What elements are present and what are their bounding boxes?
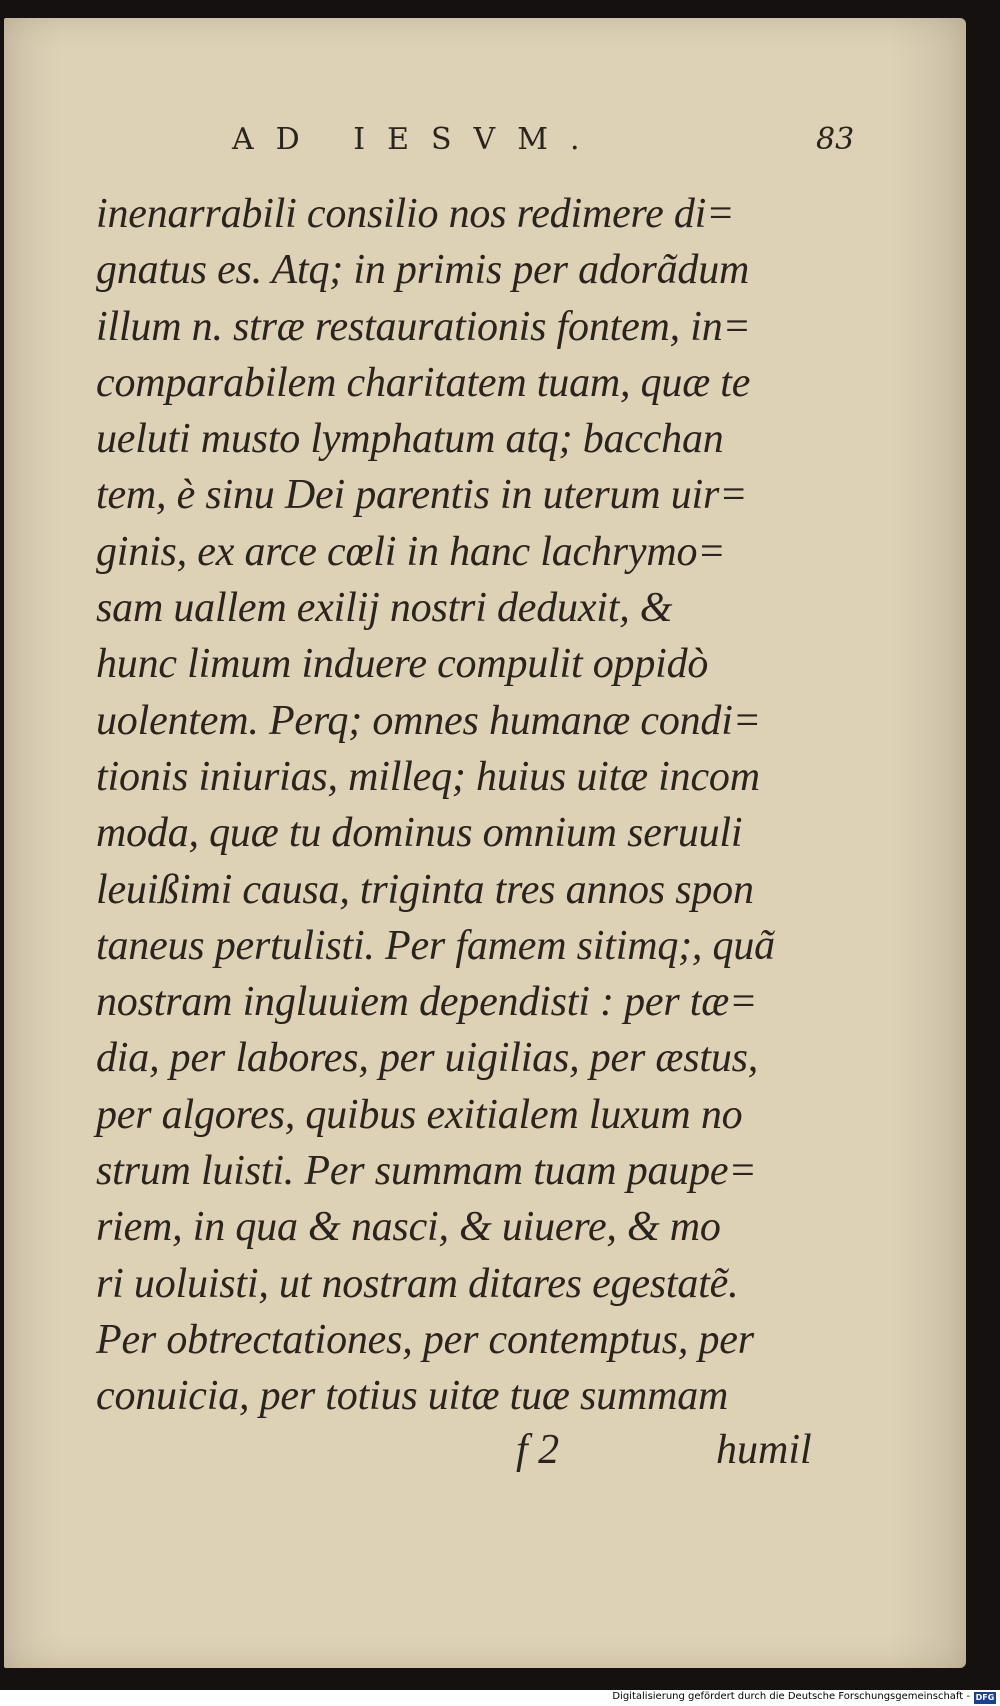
text-line: hunc limum induere compulit oppidò <box>96 641 709 688</box>
text-line: illum n. stræ restaurationis fontem, in= <box>96 303 751 350</box>
text-line: ginis, ex arce cœli in hanc lachrymo= <box>96 528 726 575</box>
page-number: 83 <box>816 122 855 157</box>
text-line: nostram ingluuiem dependisti : per tæ= <box>96 979 758 1026</box>
page-foot <box>4 1426 966 1486</box>
text-line: moda, quæ tu dominus omnium seruuli <box>96 810 743 857</box>
text-line: sam uallem exilij nostri deduxit, & <box>96 585 673 632</box>
funding-credit: Digitalisierung gefördert durch die Deutsche Forschungsgemeinschaft - <box>612 1691 970 1702</box>
text-line: leuißimi causa, triginta tres annos spon <box>96 866 754 913</box>
text-line: tionis iniurias, milleq; huius uitæ incom <box>96 753 760 800</box>
text-line: strum luisti. Per summam tuam paupe= <box>96 1148 757 1195</box>
signature-mark: f 2 <box>516 1427 560 1473</box>
text-line: ueluti musto lymphatum atq; bacchan <box>96 416 724 463</box>
text-line: conuicia, per totius uitæ tuæ summam <box>96 1373 729 1420</box>
text-line: taneus pertulisti. Per famem sitimq;, quã <box>96 922 775 969</box>
text-line: Per obtrectationes, per contemptus, per <box>96 1316 754 1363</box>
text-line: riem, in qua & nasci, & uiuere, & mo <box>96 1204 721 1251</box>
text-block <box>96 186 826 1425</box>
text-line: per algores, quibus exitialem luxum no <box>96 1091 743 1138</box>
text-line: tem, è sinu Dei parentis in uterum uir= <box>96 472 748 519</box>
text-line: gnatus es. Atq; in primis per adorãdum <box>96 247 750 294</box>
text-line: uolentem. Perq; omnes humanæ condi= <box>96 697 761 744</box>
running-head: AD IESVM. <box>232 122 602 157</box>
catchword: humil <box>716 1427 812 1473</box>
book-page <box>4 18 966 1668</box>
text-line: comparabilem charitatem tuam, quæ te <box>96 359 751 406</box>
text-line: inenarrabili consilio nos redimere di= <box>96 191 735 237</box>
footer-bar <box>0 1690 1000 1706</box>
text-line: dia, per labores, per uigilias, per æstus, <box>96 1035 759 1082</box>
dfg-logo: DFG <box>975 1693 995 1702</box>
text-line: ri uoluisti, ut nostram ditares egestatẽ. <box>96 1260 739 1307</box>
